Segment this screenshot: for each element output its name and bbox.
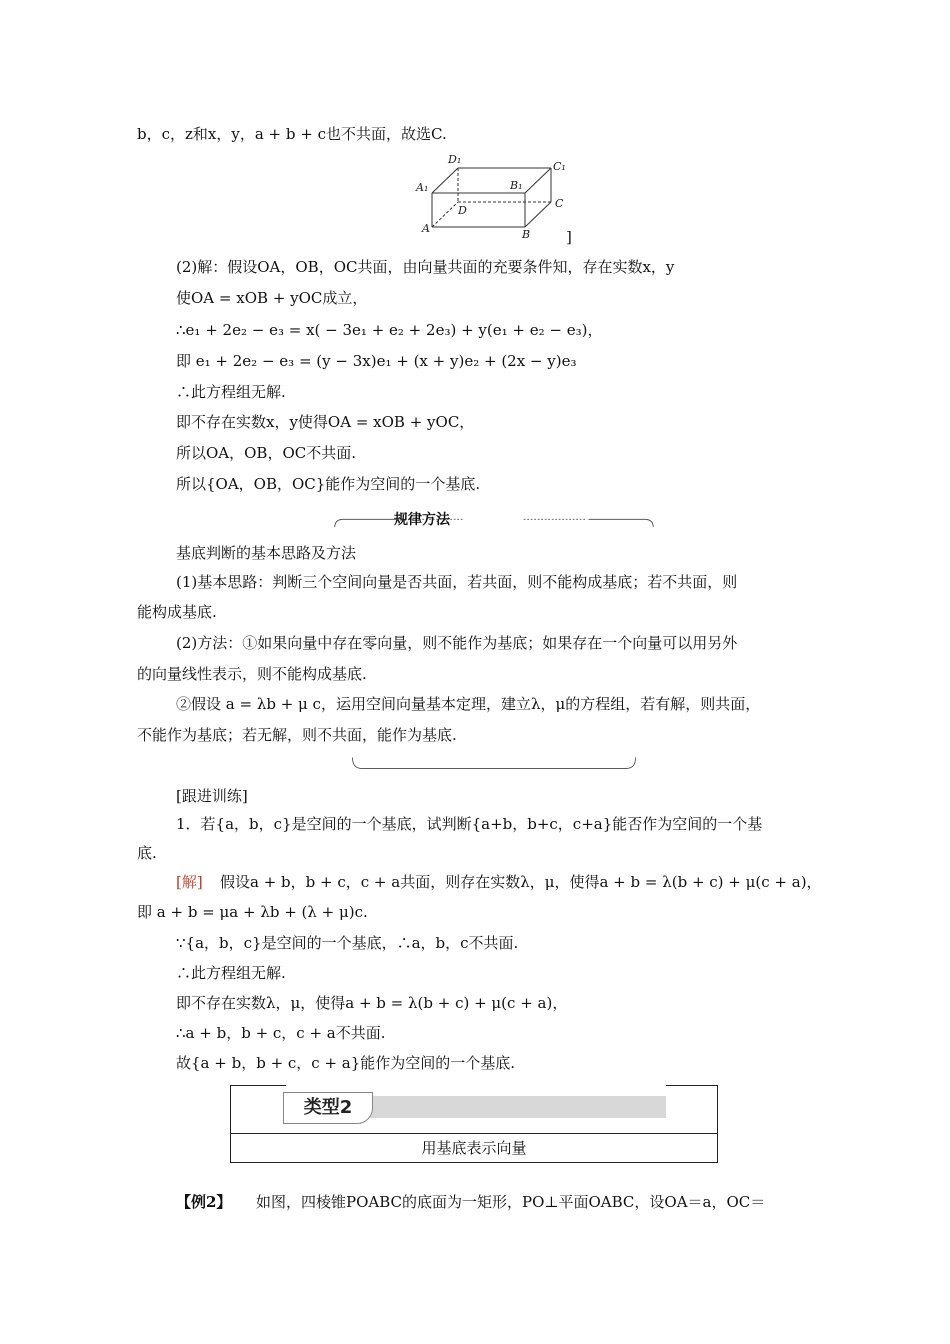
type-subtitle: 用基底表示向量 — [421, 1139, 527, 1157]
cuboid-figure — [410, 150, 570, 242]
text-line: b，c，z和x，y，a + b + c也不共面，故选C. — [137, 125, 447, 143]
text-line: ∴a + b，b + c，c + a不共面. — [176, 1024, 386, 1042]
text-line: 假设a + b，b + c，c + a共面，则存在实数λ，μ，使得a + b = λ(b + c) + μ(c + a)， — [220, 873, 822, 891]
text-line: 底. — [137, 844, 157, 862]
bracket-close: ] — [566, 228, 572, 246]
text-line: (2)方法：①如果向量中存在零向量，则不能作为基底；如果存在一个向量可以用另外 — [176, 634, 738, 652]
text-line: 不能作为基底；若无解，则不共面，能作为基底. — [137, 726, 457, 744]
label-d: D — [458, 204, 467, 217]
text-line: 所以OA，OB，OC不共面. — [176, 444, 356, 462]
label-a: A — [422, 222, 430, 235]
text-line: 的向量线性表示，则不能构成基底. — [137, 665, 367, 683]
text-line: (2)解：假设OA，OB，OC共面，由向量共面的充要条件知，存在实数x，y — [176, 258, 675, 276]
example-tag: 【例2】 — [176, 1193, 232, 1211]
text-line: 即不存在实数λ，μ，使得a + b = λ(b + c) + μ(c + a)， — [176, 994, 568, 1012]
text-line: 即不存在实数x，y使得OA = xOB + yOC， — [176, 413, 475, 431]
text-line: 1．若{a，b，c}是空间的一个基底，试判断{a+b，b+c，c+a}能否作为空间的一个基 — [176, 815, 763, 833]
type-box — [230, 1085, 718, 1163]
text-line: (1)基本思路：判断三个空间向量是否共面，若共面，则不能构成基底；若不共面，则 — [176, 573, 738, 591]
method-frame-bottom — [310, 756, 678, 770]
text-line: 如图，四棱锥POABC的底面为一矩形，PO⊥平面OABC，设OA＝a，OC＝ — [256, 1193, 766, 1211]
label-a1: A₁ — [416, 181, 429, 194]
text-line: ②假设 a = λb + μ c，运用空间向量基本定理，建立λ，μ的方程组，若有解，则共面， — [176, 695, 761, 713]
method-heading: 基底判断的基本思路及方法 — [176, 544, 357, 562]
text-line: 即 a + b = μa + λb + (λ + μ)c. — [137, 903, 368, 921]
text-line: 使OA = xOB + yOC成立， — [176, 289, 368, 307]
text-line: 故{a + b，b + c，c + a}能作为空间的一个基底. — [176, 1054, 516, 1072]
text-line: 能构成基底. — [137, 603, 217, 621]
text-line: 即 e₁ + 2e₂ − e₃ = (y − 3x)e₁ + (x + y)e₂ + (2x − y)e₃ — [176, 352, 577, 370]
method-title: 规律方法 — [394, 512, 450, 528]
label-d1: D₁ — [448, 153, 462, 166]
method-frame-top — [310, 514, 678, 528]
text-line: ∴e₁ + 2e₂ − e₃ = x( − 3e₁ + e₂ + 2e₃) + y(e₁ + e₂ − e₃)， — [176, 321, 603, 339]
label-b: B — [522, 228, 531, 241]
text-line: ∴此方程组无解. — [176, 964, 286, 982]
type-badge: 类型2 — [283, 1092, 373, 1124]
label-c1: C₁ — [553, 160, 566, 173]
label-c: C — [555, 197, 564, 210]
text-line: ∵{a，b，c}是空间的一个基底，∴a，b，c不共面. — [176, 934, 519, 952]
text-line: 所以{OA，OB，OC}能作为空间的一个基底. — [176, 475, 481, 493]
label-b1: B₁ — [510, 179, 523, 192]
section-label: [跟进训练] — [176, 787, 248, 805]
text-line: ∴此方程组无解. — [176, 383, 286, 401]
answer-tag: [解] — [176, 873, 203, 891]
